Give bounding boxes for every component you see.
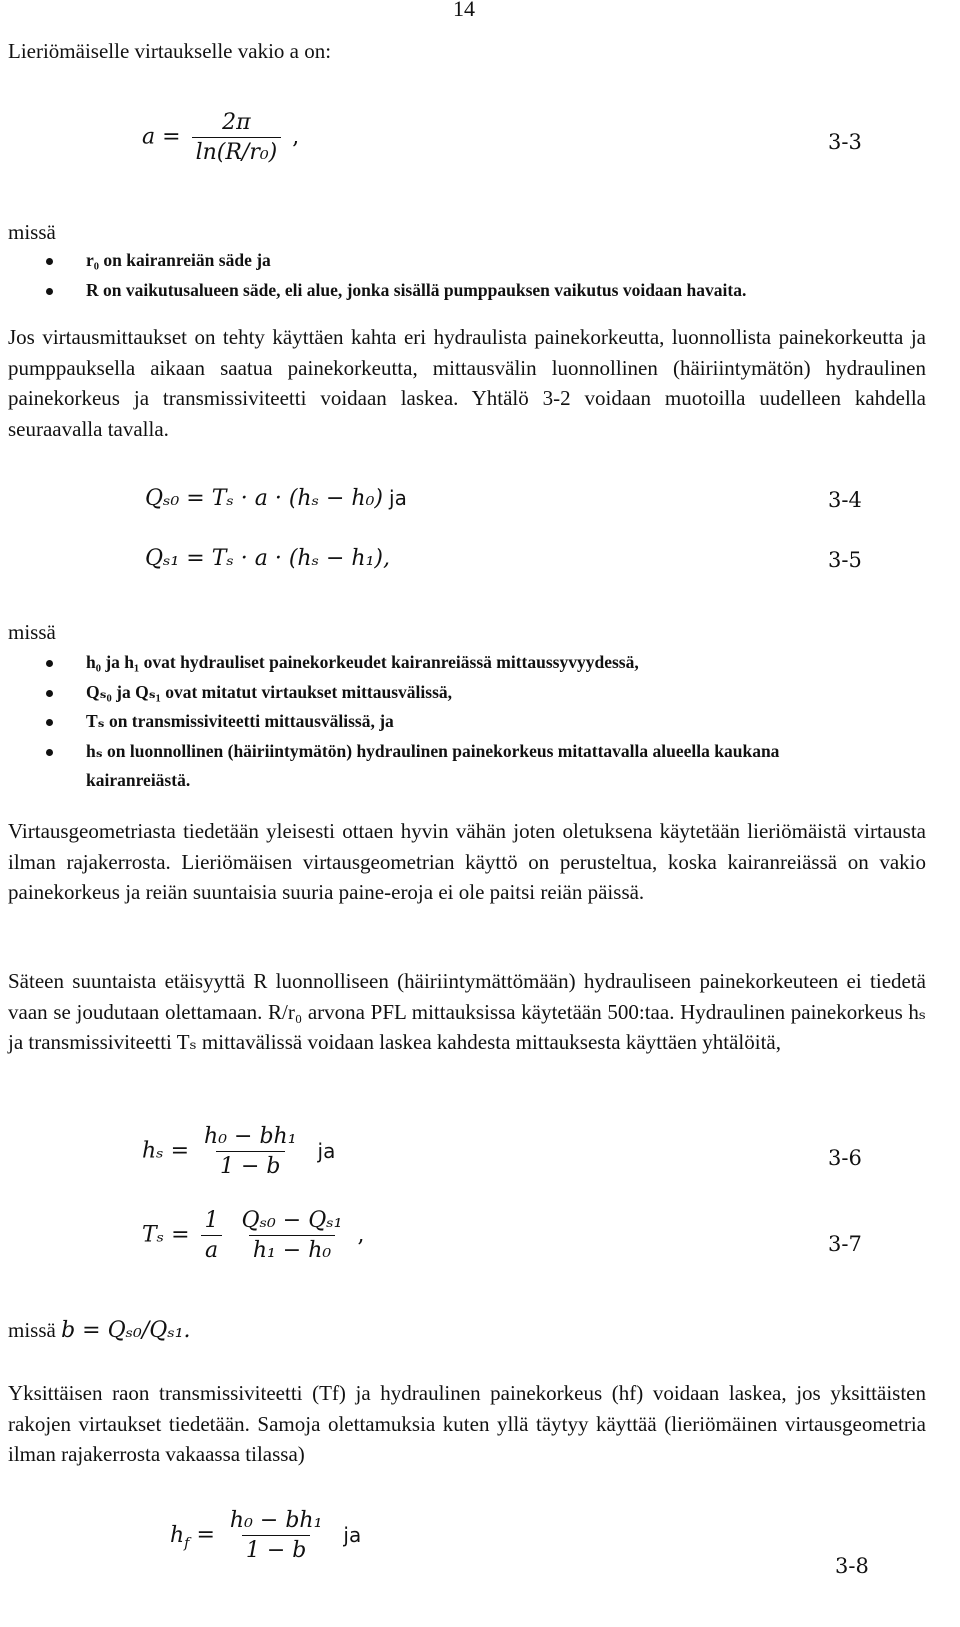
fraction-numerator: Qₛ₀ − Qₛ₁ — [241, 1208, 343, 1233]
page-number: 14 — [453, 0, 475, 21]
equation-3-7 — [142, 1208, 365, 1263]
equation-tail: , — [292, 124, 300, 150]
coefficient-denominator: a — [201, 1235, 222, 1263]
equation-number-3-7: 3-7 — [828, 1232, 862, 1256]
equation-ja: ja — [317, 1138, 336, 1163]
equation-number-3-3: 3-3 — [828, 130, 862, 154]
bullet-item: R on vaikutusalueen säde, eli alue, jonka sisällä pumppauksen vaikutus voidaan havaita. — [46, 276, 746, 306]
equation-3-8 — [170, 1508, 361, 1563]
equation-3-3 — [142, 110, 299, 165]
equation-equals: = — [196, 1522, 215, 1548]
equation-fraction — [200, 1124, 300, 1179]
fraction-numerator: h₀ − bh₁ — [229, 1508, 323, 1533]
missa-label-1: missä — [8, 220, 56, 244]
equation-fraction — [192, 110, 282, 165]
equation-number-3-5: 3-5 — [828, 548, 862, 572]
fraction-denominator: h₁ − h₀ — [249, 1235, 335, 1263]
equation-tail: , — [357, 1222, 365, 1248]
equation-fraction — [238, 1208, 347, 1263]
fraction-numerator: h₀ − bh₁ — [204, 1124, 297, 1149]
equation-3-4 — [145, 486, 407, 511]
b-definition: b = Qₛ₀/Qₛ₁. — [61, 1318, 191, 1343]
bullet-item: Qₛ₀ ja Qₛ₁ ovat mitatut virtaukset mittausvälissä, — [46, 678, 876, 708]
equation-lhs: a — [142, 124, 156, 150]
bullet-list-1 — [46, 246, 746, 305]
equation-equals: = — [162, 124, 181, 150]
coefficient-numerator: 1 — [204, 1208, 219, 1233]
equation-body: Qₛ₀ = Tₛ · a · (hₛ − h₀) — [145, 486, 384, 511]
equation-3-5 — [145, 546, 390, 571]
bullet-list-2 — [46, 648, 876, 796]
missa-label-3 — [8, 1318, 191, 1343]
equation-lhs: Tₛ — [142, 1222, 165, 1248]
paragraph-4: Yksittäisen raon transmissiviteetti (Tf) ja hydraulinen painekorkeus (hf) voidaan laskea, jos yksittäisten rakojen virtaukset tiedetään. Samoja olettamuksia kuten yllä täytyy käyttää (lieriömäinen virtausgeometria ilman rajakerrosta vakaassa tilassa) — [8, 1381, 926, 1466]
paragraph-2: Virtausgeometriasta tiedetään yleisesti ottaen hyvin vähän joten oletuksena käytetään lieriömäistä virtausta ilman rajakerrosta. Lieriömäisen virtausgeometrian käyttö on perusteltua, koska kairanreiässä on vakio painekorkeus ja reiän suuntaisia suuria paine-eroja ei ole paitsi reiän päissä. — [8, 819, 926, 904]
fraction-numerator: 2π — [222, 110, 251, 135]
bullet-item: r₀ on kairanreiän säde ja — [46, 246, 746, 276]
fraction-denominator: 1 − b — [242, 1535, 311, 1563]
paragraph-3: Säteen suuntaista etäisyyttä R luonnolliseen (häiriintymättömään) hydrauliseen painekorkeuteen ei tiedetä vaan se joudutaan olettamaan. R/r₀ arvona PFL mittauksissa käytetään 500:taa. Hydraulinen painekorkeus hₛ ja transmissiviteetti Tₛ mittavälissä voidaan laskea kahdesta mittauksesta käyttäen yhtälöitä, — [8, 969, 926, 1054]
bullet-item: hₛ on luonnollinen (häiriintymätön) hydraulinen painekorkeus mitattavalla alueella kaukana kairanreiästä. — [46, 737, 876, 796]
equation-3-6 — [142, 1124, 335, 1179]
equation-lhs: $h_f$ — [170, 1522, 190, 1551]
equation-number-3-8: 3-8 — [835, 1554, 869, 1578]
fraction-denominator: ln(R/r₀) — [192, 137, 282, 165]
equation-fraction — [226, 1508, 326, 1563]
bullet-item: Tₛ on transmissiviteetti mittausvälissä, ja — [46, 707, 876, 737]
equation-lhs: hₛ — [142, 1138, 164, 1164]
missa-word: missä — [8, 1318, 56, 1342]
equation-number-3-6: 3-6 — [828, 1146, 862, 1170]
equation-ja: ja — [343, 1522, 362, 1547]
intro-text: Lieriömäiselle virtaukselle vakio a on: — [8, 39, 332, 63]
missa-label-2: missä — [8, 620, 56, 644]
equation-equals: = — [171, 1222, 190, 1248]
equation-body: Qₛ₁ = Tₛ · a · (hₛ − h₁), — [145, 546, 390, 571]
paragraph-1: Jos virtausmittaukset on tehty käyttäen kahta eri hydraulista painekorkeutta, luonnollista painekorkeutta ja pumppauksella aikaan saatua painekorkeutta, mittausvälin luonnollinen (häiriintymätön) hydraulinen painekorkeus ja transmissiviteetti voidaan laskea. Yhtälö 3-2 voidaan muotoilla uudelleen kahdella seuraavalla tavalla. — [8, 325, 926, 441]
equation-coefficient — [201, 1208, 223, 1263]
equation-equals: = — [170, 1138, 190, 1164]
fraction-denominator: 1 − b — [216, 1151, 285, 1179]
equation-number-3-4: 3-4 — [828, 488, 862, 512]
bullet-item: h₀ ja h₁ ovat hydrauliset painekorkeudet kairanreiässä mittaussyvyydessä, — [46, 648, 876, 678]
equation-ja: ja — [389, 486, 407, 510]
